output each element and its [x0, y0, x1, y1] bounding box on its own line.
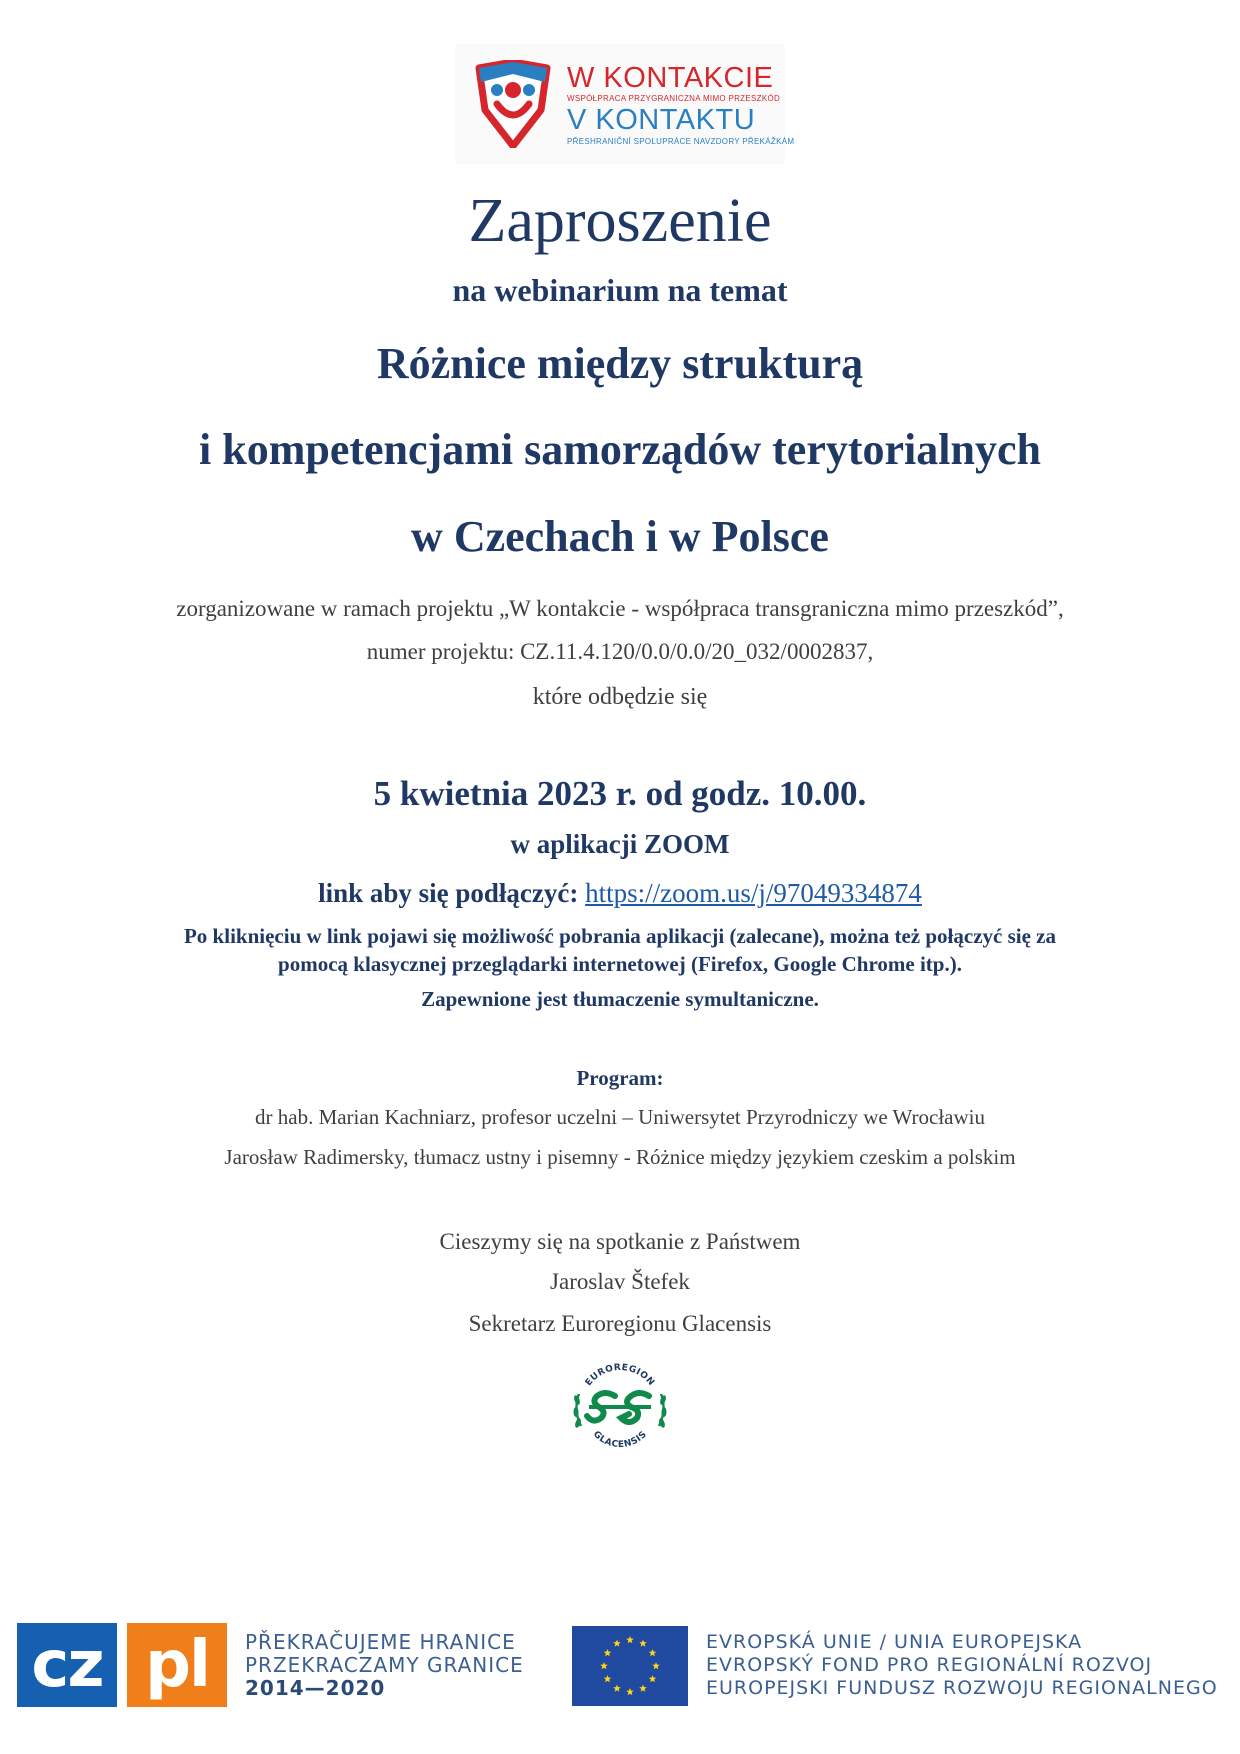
eu-fund-text [706, 1631, 1218, 1700]
logo-subtitle-cz: PŘESHRANIČNÍ SPOLUPRÁCE NAVZDORY PŘEKÁŽKÁM [567, 137, 795, 146]
invitation-title: Zaproszenie [468, 187, 772, 255]
zoom-link[interactable]: https://zoom.us/j/97049334874 [585, 878, 922, 908]
cz-pl-program-logo [17, 1623, 227, 1707]
event-platform: w aplikacji ZOOM [510, 829, 730, 859]
cz-pl-program-text [245, 1631, 524, 1700]
takes-place-text: które odbędzie się [532, 684, 708, 710]
organized-text: zorganizowane w ramach projektu „W kontakcie - współpraca transgraniczna mimo przeszkód”, [176, 596, 1064, 621]
svg-text:EUROREGION [584, 1363, 656, 1388]
euroregion-logo-bottom-text: GLACENSIS [590, 1429, 650, 1451]
logo-subtitle-pl: WSPÓŁPRACA PRZYGRANICZNA MIMO PRZESZKÓD [567, 94, 781, 103]
logo-title-pl: W KONTAKCIE [567, 62, 774, 94]
euroregion-glacensis-logo [565, 1352, 675, 1462]
link-row [0, 876, 1240, 910]
link-label: link aby się podłączyć: [318, 878, 579, 908]
signatory-role: Sekretarz Euroregionu Glacensis [468, 1311, 772, 1336]
cz-logo-block: cz [17, 1623, 117, 1707]
invitation-subtitle: na webinarium na temat [452, 272, 788, 308]
eu-flag-icon [572, 1626, 688, 1706]
cz-pl-years: 2014—2020 [245, 1676, 386, 1700]
eu-line: EVROPSKÁ UNIE / UNIA EUROPEJSKA [706, 1631, 1083, 1653]
eu-line: EUROPEJSKI FUNDUSZ ROZWOJU REGIONALNEGO [706, 1677, 1218, 1699]
program-item: dr hab. Marian Kachniarz, profesor uczelni – Uniwersytet Przyrodniczy we Wrocławiu [255, 1105, 985, 1129]
program-item: Jarosław Radimersky, tłumacz ustny i pisemny - Różnice między językiem czeskim a polskim [224, 1145, 1016, 1169]
translation-note: Zapewnione jest tłumaczenie symultaniczne. [421, 987, 819, 1011]
logo-title-cz: V KONTAKTU [567, 104, 756, 136]
svg-text:GLACENSIS [591, 1430, 649, 1451]
program-heading: Program: [576, 1066, 664, 1090]
pl-logo-block: pl [127, 1623, 227, 1707]
euroregion-logo-top-text: EUROREGION [583, 1362, 657, 1389]
project-number: numer projektu: CZ.11.4.120/0.0/0.0/20_032/0002837, [366, 639, 874, 664]
signatory-name: Jaroslav Štefek [550, 1269, 690, 1294]
connection-note [0, 922, 1240, 978]
closing-line: Cieszymy się na spotkanie z Państwem [439, 1229, 801, 1254]
project-logo-emblem [475, 60, 551, 148]
topic-line: w Czechach i w Polsce [411, 512, 829, 561]
topic-line: i kompetencjami samorządów terytorialnych [199, 425, 1041, 474]
topic-line: Różnice między strukturą [376, 339, 864, 388]
cz-pl-line: PŘEKRAČUJEME HRANICE [245, 1630, 516, 1654]
eu-line: EVROPSKÝ FOND PRO REGIONÁLNÍ ROZVOJ [706, 1654, 1153, 1676]
connection-note-line: pomocą klasycznej przeglądarki internetowej (Firefox, Google Chrome itp.). [278, 952, 962, 976]
cz-pl-line: PRZEKRACZAMY GRANICE [245, 1653, 524, 1677]
connection-note-line: Po kliknięciu w link pojawi się możliwość pobrania aplikacji (zalecane), można też połączyć się za [183, 924, 1056, 948]
project-logo [455, 44, 795, 164]
event-date: 5 kwietnia 2023 r. od godz. 10.00. [373, 774, 867, 813]
